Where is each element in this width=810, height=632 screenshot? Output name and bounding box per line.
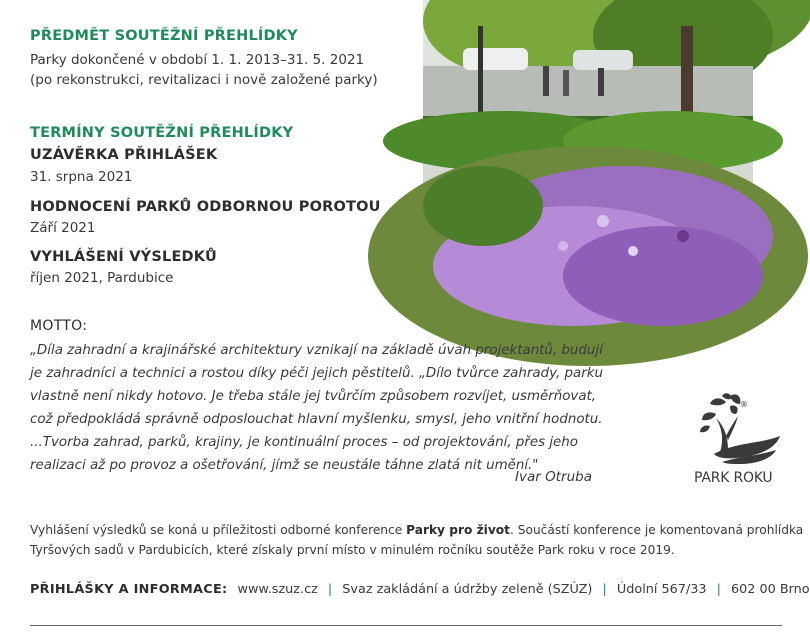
park-photo (423, 0, 753, 296)
note-text: . Součástí konference je komentovaná prohlídka (510, 523, 804, 537)
quote-line: což předpokládá správně odposlouchat hlavní myšlenku, smysl, jeho vnitřní hodnotu. (30, 412, 603, 427)
contact-line (30, 582, 810, 597)
quote-line: ...Tvorba zahrad, parků, krajiny, je kontinuální proces – od projektování, přes jeho (30, 435, 578, 450)
subject-heading: PŘEDMĚT SOUTĚŽNÍ PŘEHLÍDKY (30, 28, 298, 44)
results-title: VYHLÁŠENÍ VÝSLEDKŮ (30, 249, 217, 265)
separator: | (602, 582, 607, 597)
registered-mark: ® (740, 400, 748, 409)
separator: | (716, 582, 721, 597)
separator: | (327, 582, 333, 597)
logo-text: PARK ROKU (694, 470, 773, 486)
results-value: říjen 2021, Pardubice (30, 270, 174, 286)
conference-note (30, 520, 804, 560)
quote-line: „Díla zahradní a krajinářské architektury vznikají na základě úvah projektantů, budují (30, 343, 603, 358)
deadline-title: UZÁVĚRKA PŘIHLÁŠEK (30, 147, 218, 163)
deadline-value: 31. srpna 2021 (30, 169, 133, 185)
website-link[interactable]: www.szuz.cz (237, 582, 318, 597)
city-address: 602 00 Brno (731, 582, 810, 597)
contact-label: PŘIHLÁŠKY A INFORMACE: (30, 582, 228, 597)
note-text: Vyhlášení výsledků se koná u příležitosti odborné konference (30, 523, 407, 537)
bottom-divider (30, 625, 782, 626)
organization-name: Svaz zakládání a údržby zeleně (SZÚZ) (342, 582, 593, 597)
subject-note: (po rekonstrukci, revitalizaci i nově založené parky) (30, 72, 378, 88)
quote-line: realizaci až po provoz a ošetřování, jímž se neustále táhne zlatá nit umění." (30, 458, 539, 473)
note-line-1 (30, 520, 804, 540)
evaluation-value: Září 2021 (30, 220, 96, 236)
motto-quote (30, 339, 605, 477)
evaluation-title: HODNOCENÍ PARKŮ ODBORNOU POROTOU (30, 199, 381, 215)
motto-label: MOTTO: (30, 318, 88, 334)
quote-line: je zahradníci a technici a rostou díky péči jejich pěstitelů. „Dílo tvůrce zahrady, parku (30, 366, 603, 381)
conference-name: Parky pro život (406, 523, 511, 537)
quote-author: Ivar Otruba (515, 469, 592, 485)
terms-heading: TERMÍNY SOUTĚŽNÍ PŘEHLÍDKY (30, 125, 294, 141)
street-address: Údolní 567/33 (616, 582, 707, 597)
note-line-2: Tyršových sadů v Pardubicích, které získaly první místo v minulém ročníku soutěže Park roku v roce 2019. (30, 543, 675, 557)
quote-line: vlastně není nikdy hotovo. Je třeba stále jej tvůrčím způsobem rozvíjet, usměrňovat, (30, 389, 597, 404)
subject-period: Parky dokončené v období 1. 1. 2013–31. 5. 2021 (30, 52, 365, 68)
